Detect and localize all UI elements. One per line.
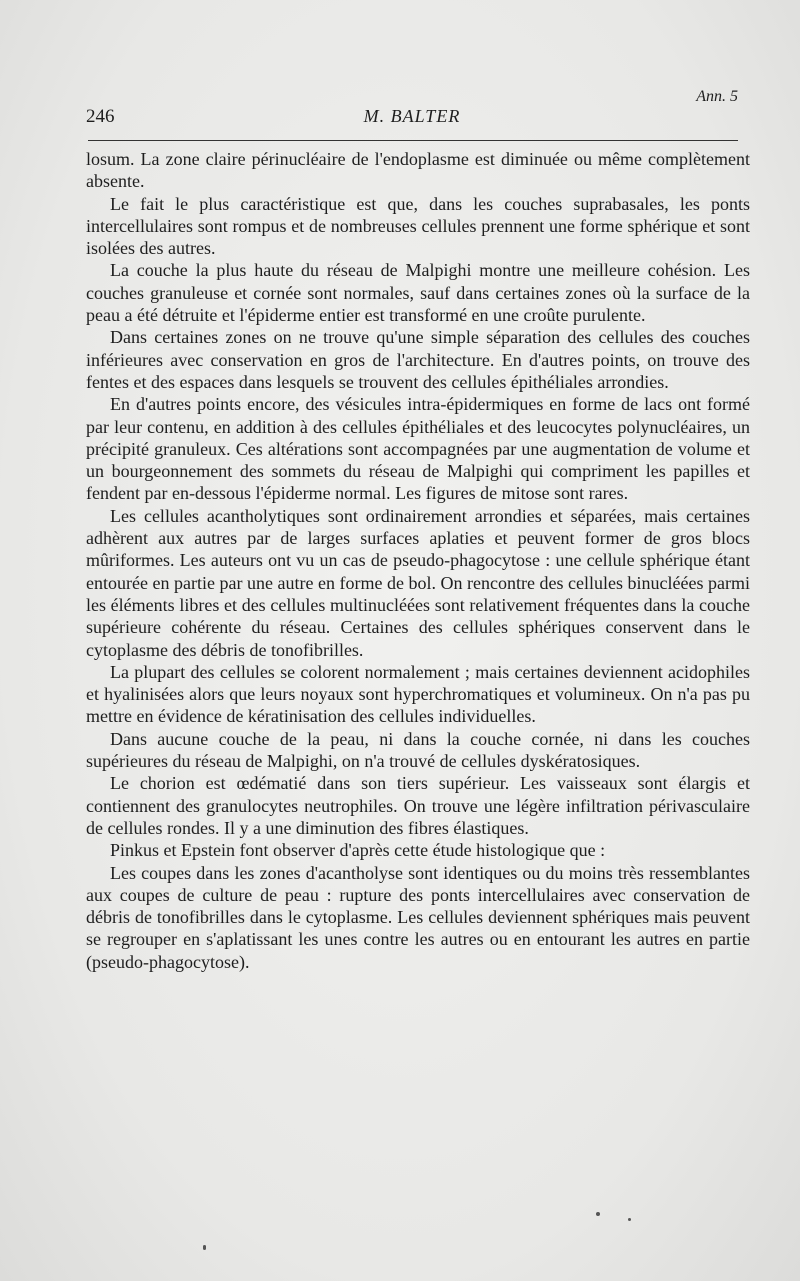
paragraph: La plupart des cellules se colorent normalement ; mais certaines deviennent acidophiles et hyalinisées alors que leurs noyaux sont hyperchromatiques et volumineux. On n'a pas pu mettre en évidence de kératinisation des cellules individuelles. (86, 661, 750, 727)
page-number: 246 (86, 106, 115, 127)
ink-speck (596, 1212, 600, 1216)
ink-speck (203, 1245, 206, 1250)
header-rule (88, 140, 738, 141)
page-header (86, 86, 738, 136)
paragraph: losum. La zone claire périnucléaire de l'endoplasme est diminuée ou même complètement absente. (86, 149, 750, 192)
paragraph: Le chorion est œdématié dans son tiers supérieur. Les vaisseaux sont élargis et contiennent des granulocytes neutrophiles. On trouve une légère infiltration périvasculaire de cellules rondes. Il y a une diminution des fibres élastiques. (86, 773, 750, 838)
paragraph: En d'autres points encore, des vésicules intra-épidermiques en forme de lacs ont formé par leur contenu, en addition à des cellules épithéliales et des leucocytes polynucléaires, un précipité granuleux. Ces altérations sont accompagnées par une augmentation de volume et un bourgeonnement des sommets du réseau de Malpighi qui compriment les papilles et fendent par en-dessous l'épiderme normal. Les figures de mitose sont rares. (86, 394, 750, 504)
paragraph: Dans certaines zones on ne trouve qu'une simple séparation des cellules des couches inférieures avec conservation en gros de l'architecture. En d'autres points, on trouve des fentes et des espaces dans lesquels se trouvent des cellules épithéliales arrondies. (86, 327, 750, 392)
paragraph: Les cellules acantholytiques sont ordinairement arrondies et séparées, mais certaines adhèrent aux autres par de larges surfaces aplaties et peuvent former de gros blocs mûriformes. Les auteurs ont vu un cas de pseudo-phagocytose : une cellule sphérique étant entourée en partie par une autre en forme de bol. On rencontre des cellules binucléées parmi les éléments libres et des cellules multinucléées sont relativement fréquentes dans la couche supérieure cohérente du réseau. Certaines des cellules sphériques conservent dans le cytoplasme des débris de tonofibrilles. (86, 505, 750, 660)
paragraph: La couche la plus haute du réseau de Malpighi montre une meilleure cohésion. Les couches granuleuse et cornée sont normales, sauf dans certaines zones où la surface de la peau a été détruite et l'épiderme entier est transformé en une croûte purulente. (86, 260, 750, 326)
ink-speck (628, 1218, 631, 1221)
paragraph: Le fait le plus caractéristique est que, dans les couches suprabasales, les ponts intercellulaires sont rompus et de nombreuses cellules prennent une forme sphérique et sont isolées des autres. (86, 193, 750, 259)
body-text (86, 148, 750, 973)
handwritten-annotation: Ann. 5 (696, 88, 738, 105)
paragraph: Les coupes dans les zones d'acantholyse sont identiques ou du moins très ressemblantes aux coupes de culture de peau : rupture des ponts intercellulaires avec conservation de débris de tonofibrilles dans le cytoplasme. Les cellules deviennent sphériques mais peuvent se regrouper en s'aplatissant les unes contre les autres ou en entourant les autres en partie (pseudo-phagocytose). (86, 862, 750, 972)
paragraph: Dans aucune couche de la peau, ni dans la couche cornée, ni dans les couches supérieures du réseau de Malpighi, on n'a trouvé de cellules dyskératosiques. (86, 728, 750, 772)
paragraph: Pinkus et Epstein font observer d'après cette étude histologique que : (110, 840, 606, 861)
running-head: M. BALTER (363, 106, 461, 126)
